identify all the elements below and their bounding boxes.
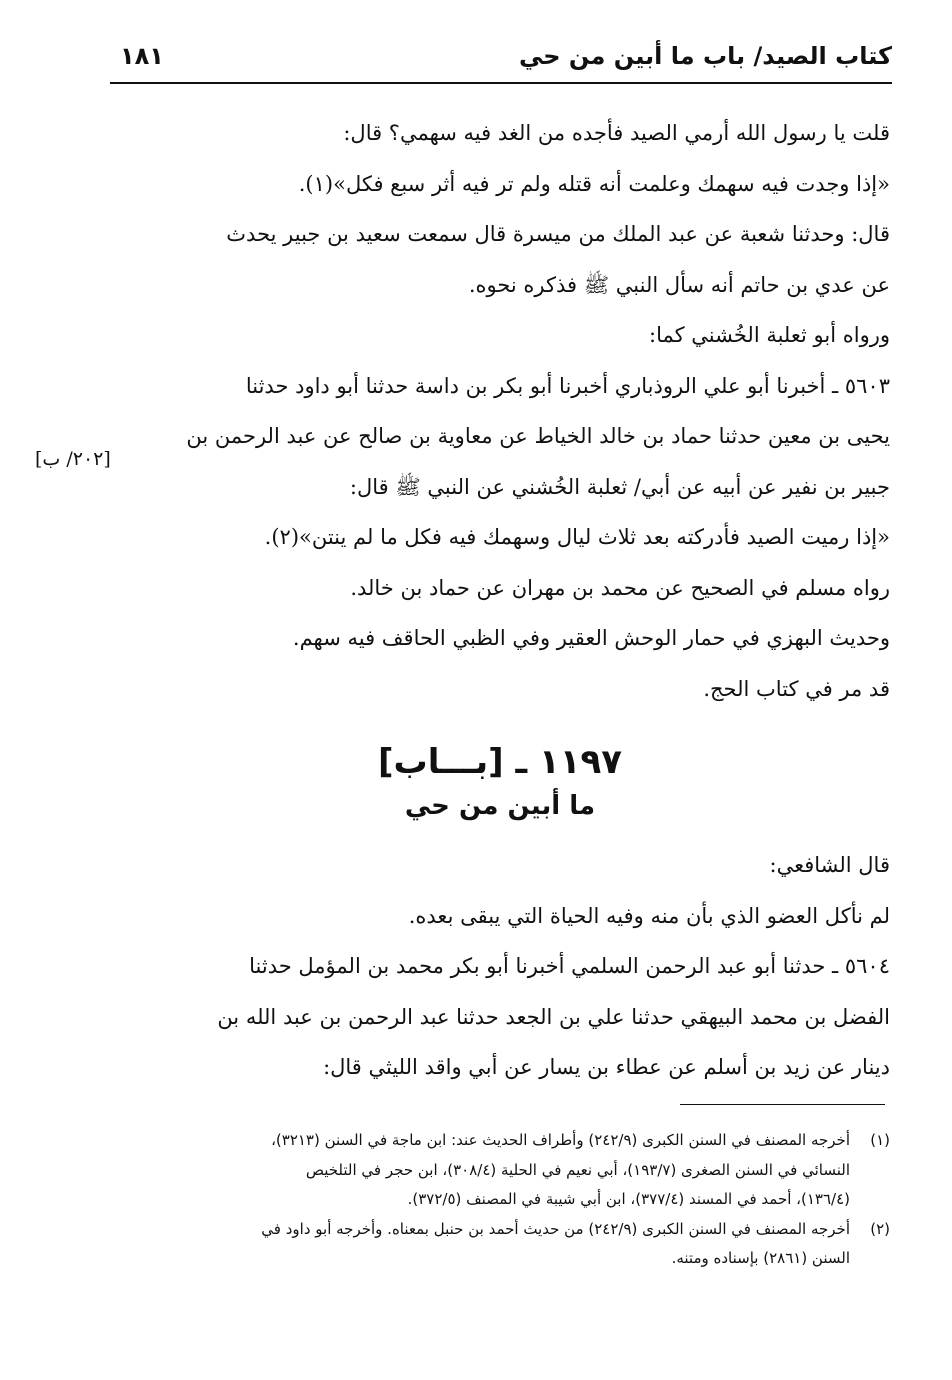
main-text-block: [110, 108, 890, 714]
chapter-text-block: [110, 840, 890, 1093]
text-line: ٥٦٠٤ ـ حدثنا أبو عبد الرحمن السلمي أخبرنا أبو بكر محمد بن المؤمل حدثنا: [249, 954, 890, 978]
text-line: «إذا رميت الصيد فأدركته بعد ثلاث ليال وسهمك فيه فكل ما لم ينتن»(٢).: [264, 525, 890, 549]
text-line: قال: وحدثنا شعبة عن عبد الملك من ميسرة قال سمعت سعيد بن جبير يحدث: [226, 222, 890, 246]
header-rule: [110, 82, 892, 84]
chapter-title: ما أبين من حي: [404, 791, 596, 821]
footnote-line: السنن (٢٨٦١) بإسناده ومتنه.: [671, 1249, 850, 1267]
text-line: دينار عن زيد بن أسلم عن عطاء بن يسار عن أبي واقد الليثي قال:: [323, 1055, 890, 1079]
page-number: ١٨١: [120, 42, 164, 70]
text-line: عن عدي بن حاتم أنه سأل النبي ﷺ فذكره نحوه.: [468, 272, 890, 297]
footnote-line: أخرجه المصنف في السنن الكبرى (٢٤٢/٩) وأطراف الحديث عند: ابن ماجة في السنن (٣٢١٣)،: [271, 1131, 850, 1149]
text-line: «إذا وجدت فيه سهمك وعلمت أنه قتله ولم تر فيه أثر سبع فكل»(١).: [298, 171, 890, 196]
chapter-number: ١١٩٧ ـ [بـــاب]: [378, 742, 622, 782]
text-line: يحيى بن معين حدثنا حماد بن خالد الخياط عن معاوية بن صالح عن عبد الرحمن بن: [186, 424, 890, 448]
footnote-separator: [680, 1104, 885, 1105]
footnote: [110, 1126, 890, 1215]
text-line: وحديث البهزي في حمار الوحش العقير وفي الظبي الحاقف فيه سهم.: [292, 626, 890, 650]
text-line: قال الشافعي:: [769, 853, 890, 877]
text-line: قلت يا رسول الله أرمي الصيد فأجده من الغد فيه سهمي؟ قال:: [343, 121, 890, 145]
text-line: رواه مسلم في الصحيح عن محمد بن مهران عن حماد بن خالد.: [350, 575, 890, 600]
text-line: لم نأكل العضو الذي بأن منه وفيه الحياة التي يبقى بعده.: [408, 903, 890, 928]
footnote-line: أخرجه المصنف في السنن الكبرى (٢٤٢/٩) من حديث أحمد بن حنبل بمعناه. وأخرجه أبو داود في: [261, 1219, 850, 1238]
footnote-number: (٢): [870, 1219, 890, 1238]
footnote-number: (١): [870, 1131, 890, 1149]
manuscript-folio-reference: [٢٠٢/ ب]: [35, 448, 111, 470]
text-line: ٥٦٠٣ ـ أخبرنا أبو علي الروذباري أخبرنا أبو بكر بن داسة حدثنا أبو داود حدثنا: [245, 373, 890, 398]
text-line: ورواه أبو ثعلبة الخُشني كما:: [649, 323, 890, 347]
footnotes: [110, 1126, 890, 1274]
footnote: [110, 1215, 890, 1274]
text-line: جبير بن نفير عن أبيه عن أبي/ ثعلبة الخُشني عن النبي ﷺ قال:: [349, 474, 890, 499]
footnote-line: (١٣٦/٤)، أحمد في المسند (٣٧٧/٤)، ابن أبي شيبة في المصنف (٣٧٢/٥).: [407, 1190, 850, 1208]
running-header: [110, 42, 892, 82]
chapter-heading: [110, 738, 890, 826]
header-title: كتاب الصيد/ باب ما أبين من حي: [518, 42, 892, 70]
footnote-line: النسائي في السنن الصغرى (١٩٣/٧)، أبي نعيم في الحلية (٣٠٨/٤)، ابن حجر في التلخيص: [305, 1160, 850, 1179]
text-line: الفضل بن محمد البيهقي حدثنا علي بن الجعد حدثنا عبد الرحمن بن عبد الله بن: [217, 1004, 890, 1029]
text-line: قد مر في كتاب الحج.: [703, 676, 890, 701]
